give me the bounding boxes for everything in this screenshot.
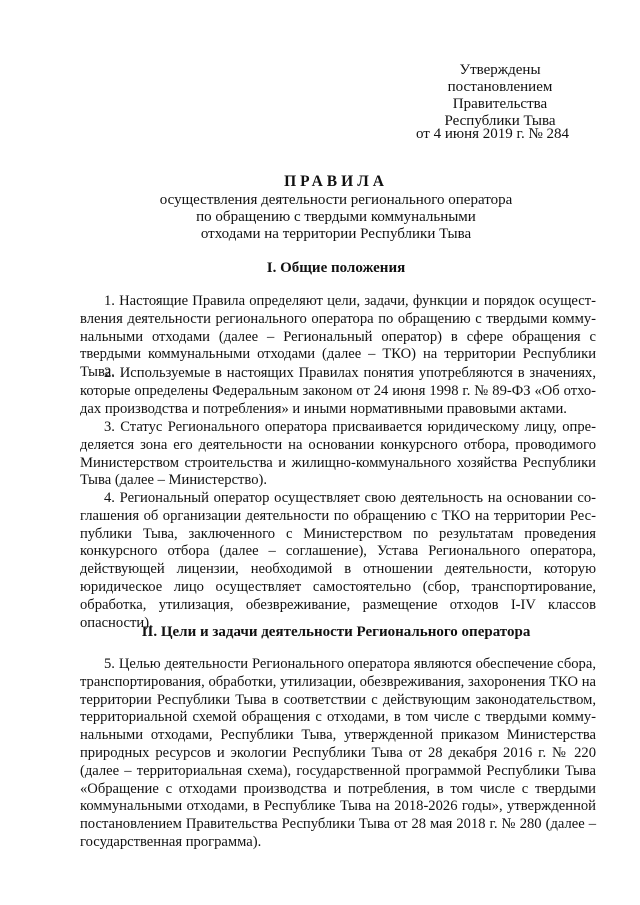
paragraph: 4. Региональный оператор осуществляет свою деятельность на основании соглашения об организации деятельности по обращению с ТКО на территории Республики Тыва, заключенного с Министерством по результатам проведения конкурсного отбора (далее – соглашение), Устава Регионального оператора, действующей лицензии, необходимой в отношении деятельности, которую юридическое лицо осуществляет самостоятельно (сбор, транспортирование, обработка, утилизация, обезвреживание, размещение отходов I-IV классов опасности). — [80, 490, 596, 631]
paragraph: 3. Статус Регионального оператора присваивается юридическому лицу, определяется зона его деятельности на основании конкурсного отбора, проводимого Министерством строительства и жилищно-коммунального хозяйства Республики Тыва (далее – Министерство). — [80, 419, 596, 489]
approval-date: от 4 июня 2019 г. № 284 — [416, 126, 570, 142]
paragraph: 1. Настоящие Правила определяют цели, задачи, функции и порядок осуществления деятельности регионального оператора по обращению с твердыми коммунальными отходами (далее – Региональный оператор) в сфере обращения с твердыми коммунальными отходами (далее – ТКО) на территории Республики Тыва. — [80, 293, 596, 381]
document-subtitle — [80, 192, 592, 243]
subtitle-line: отходами на территории Республики Тыва — [200, 226, 472, 242]
approval-line: Республики Тыва — [444, 113, 556, 129]
paragraph: 2. Используемые в настоящих Правилах понятия употребляются в значениях, которые определены Федеральным законом от 24 июня 1998 г. № 89-ФЗ «Об отходах производства и потребления» и иными нормативными правовыми актами. — [80, 365, 596, 417]
paragraph: 5. Целью деятельности Регионального оператора являются обеспечение сбора, транспортирования, обработки, утилизации, обезвреживания, захоронения ТКО на территории Республики Тыва в соответствии с действующим законодательством, территориальной схемой обращения с отходами, в том числе с твердыми коммунальными отходами, Республики Тыва, утвержденной приказом Министерства природных ресурсов и экологии Республики Тыва от 28 декабря 2016 г. № 220 (далее – территориальная схема), государственной программой Республики Тыва «Обращение с отходами производства и потребления, в том числе с твердыми коммунальными отходами, в Республике Тыва на 2018-2026 годы», утвержденной постановлением Правительства Республики Тыва от 28 мая 2018 г. № 280 (далее – государственная программа). — [80, 656, 596, 850]
section-heading: II. Цели и задачи деятельности Регионального оператора — [141, 624, 531, 640]
approval-line: Утверждены — [459, 62, 541, 78]
subtitle-line: осуществления деятельности регионального оператора — [159, 192, 513, 208]
document-title: ПРАВИЛА — [284, 173, 388, 190]
section-heading: I. Общие положения — [266, 260, 406, 276]
title-block — [80, 173, 592, 243]
approval-stamp — [400, 62, 600, 130]
subtitle-line: по обращению с твердыми коммунальными — [196, 209, 476, 225]
approval-line: постановлением Правительства — [447, 79, 553, 112]
